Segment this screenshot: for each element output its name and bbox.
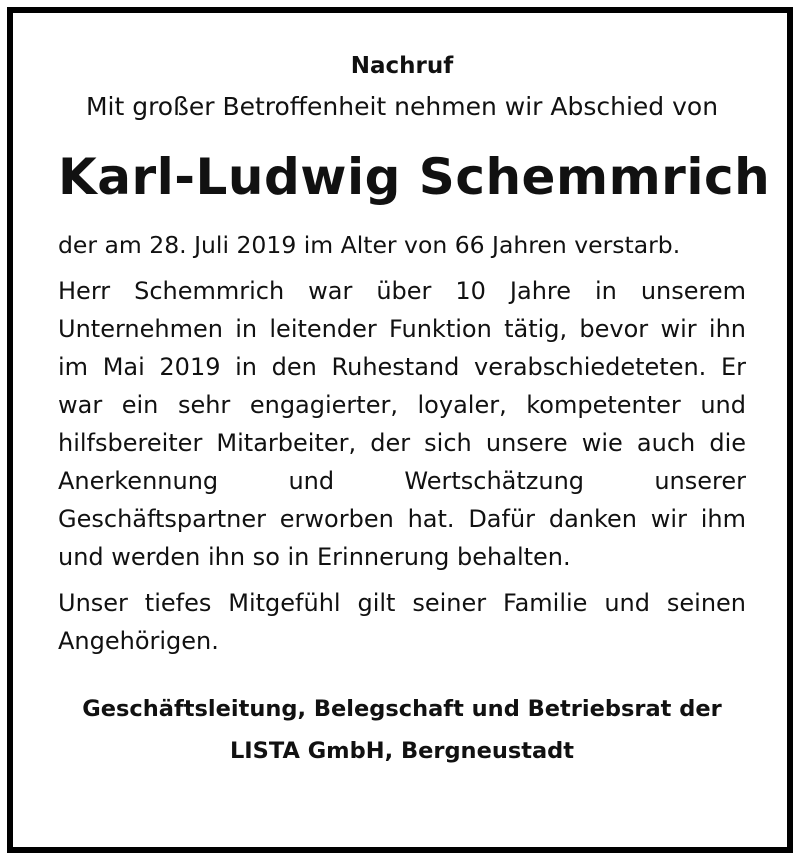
death-date-paragraph: der am 28. Juli 2019 im Alter von 66 Jahren verstarb.: [58, 231, 681, 259]
deceased-name: Karl-Ludwig Schemmrich: [58, 148, 771, 206]
signature-block: [58, 688, 746, 772]
notice-intro: Mit großer Betroffenheit nehmen wir Abschied von: [85, 92, 719, 121]
notice-heading: Nachruf: [350, 53, 454, 79]
signature-line-2: LISTA GmbH, Bergneustadt: [229, 738, 575, 764]
condolence-paragraph: Unser tiefes Mitgefühl gilt seiner Familie und seinen Angehörigen.: [58, 589, 746, 655]
signature-line-1: Geschäftsleitung, Belegschaft und Betriebsrat der: [82, 696, 722, 722]
obituary-notice: [58, 48, 771, 772]
tribute-paragraph: Herr Schemmrich war über 10 Jahre in unserem Unternehmen in leitender Funktion tätig, bevor wir ihn im Mai 2019 in den Ruhestand verabschiedeteten. Er war ein sehr engagierter, loyaler, kompetenter und hilfsbereiter Mitarbeiter, der sich unsere wie auch die Anerkennung und Wertschätzung unserer Geschäftspartner erworben hat. Dafür danken wir ihm und werden ihn so in Erinnerung behalten.: [58, 277, 746, 571]
